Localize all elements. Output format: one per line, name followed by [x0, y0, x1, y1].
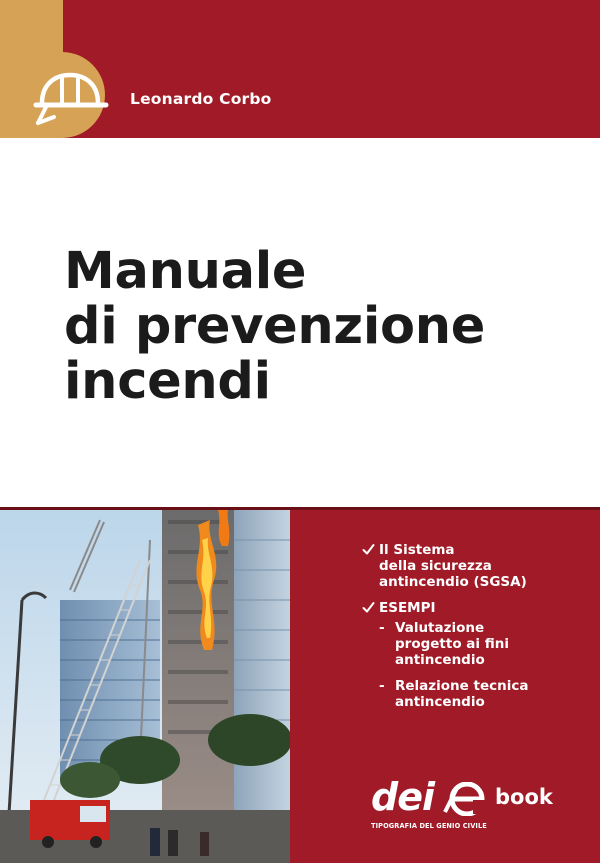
list-item — [362, 600, 592, 616]
list-item-line: antincendio — [395, 694, 485, 710]
publisher-brand: dei — [371, 775, 434, 819]
dash-marker: - — [379, 620, 385, 636]
list-item-line: Relazione tecnica — [395, 678, 529, 694]
publisher-product: book — [495, 785, 553, 809]
list-item-line: antincendio — [395, 652, 485, 668]
dash-marker: - — [379, 678, 385, 694]
sub-list-item — [362, 620, 592, 668]
author-name: Leonardo Corbo — [130, 90, 272, 108]
list-item — [362, 542, 592, 590]
e-mark-icon — [443, 782, 491, 816]
sub-list-item — [362, 678, 592, 710]
photo-illustration — [0, 510, 290, 863]
title-line: Manuale — [64, 242, 307, 301]
list-item-line: antincendio (SGSA) — [379, 574, 527, 590]
check-icon — [362, 601, 375, 614]
list-item-line: progetto ai fini — [395, 636, 509, 652]
features-list — [362, 542, 592, 720]
list-item-line: Il Sistema — [379, 542, 455, 558]
check-icon — [362, 543, 375, 556]
list-item-line: ESEMPI — [379, 600, 436, 616]
hard-hat-icon — [32, 67, 110, 131]
publisher-tagline: TIPOGRAFIA DEL GENIO CIVILE — [371, 822, 487, 830]
title-line: di prevenzione — [64, 297, 486, 356]
cover-photo-fire-building — [0, 510, 290, 863]
list-item-line: della sicurezza — [379, 558, 492, 574]
publisher-logo — [371, 775, 571, 838]
list-item-line: Valutazione — [395, 620, 485, 636]
title-line: incendi — [64, 352, 271, 411]
book-title — [64, 244, 485, 409]
